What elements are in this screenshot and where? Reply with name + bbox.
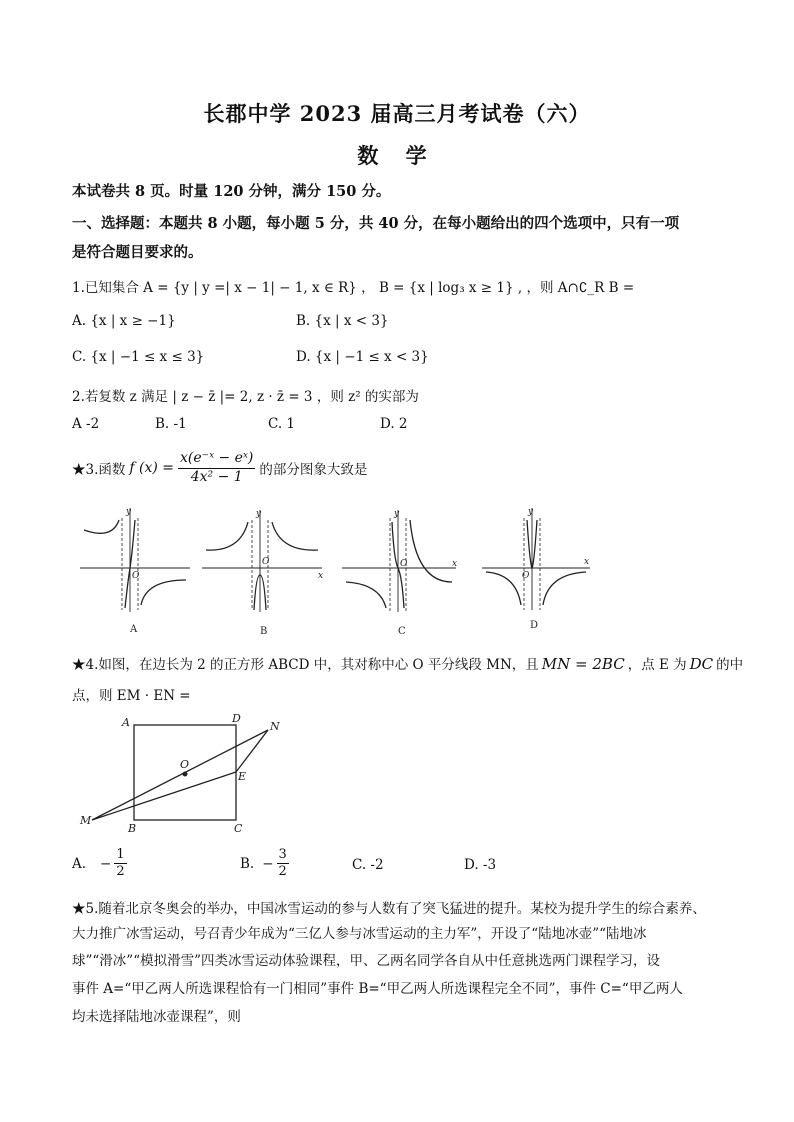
- q4-option-a-sign: −: [100, 855, 112, 872]
- q4-option-b-num: 3: [277, 847, 289, 864]
- q3-denominator: 4x² − 1: [190, 468, 243, 485]
- q4-option-b-sign: −: [262, 855, 274, 872]
- graph-c-origin-label: O: [400, 559, 408, 569]
- graph-a-origin-label: O: [132, 571, 140, 581]
- q4-option-a: [72, 847, 127, 881]
- graph-d-x-axis-label: x: [584, 557, 590, 567]
- graph-label-a: A: [130, 624, 138, 635]
- graph-c: [342, 510, 456, 612]
- q2-stem: 2.若复数 z 满足 | z − z̄ |= 2, z · z̄ = 3 ，则 z² 的实部为: [72, 389, 419, 405]
- q4-option-b-label: B.: [240, 855, 255, 872]
- q3-suffix: 的部分图象大致是: [259, 462, 368, 478]
- q2-option-c: C. 1: [268, 416, 296, 432]
- exam-info: 本试卷共 8 页。时量 120 分钟，满分 150 分。: [72, 183, 391, 200]
- point-d-label: D: [232, 712, 241, 725]
- q4-option-d: D. -3: [464, 857, 497, 873]
- q4-text-c: 的中: [716, 657, 744, 673]
- graph-b-y-axis-label: y: [256, 509, 262, 519]
- q4-stem-line1: [72, 653, 743, 673]
- q4-option-b-fraction: [277, 847, 289, 881]
- graph-d-y-axis-label: y: [528, 507, 534, 517]
- q1-option-c: C. {x | −1 ≤ x ≤ 3}: [72, 349, 205, 365]
- graph-a-y-axis-label: y: [126, 507, 132, 517]
- q5-line5: 均未选择陆地冰壶课程”，则: [72, 1009, 241, 1025]
- point-a-label: A: [122, 716, 130, 729]
- graph-b-x-axis-label: x: [318, 571, 324, 581]
- graph-a: [80, 508, 190, 612]
- point-o-label: O: [180, 758, 190, 771]
- q4-option-b-den: 2: [278, 864, 287, 880]
- point-c-label: C: [234, 822, 243, 835]
- q4-option-a-fraction: [114, 847, 126, 881]
- q5-line2: 大力推广冰雪运动，号召青少年成为“三亿人参与冰雪运动的主力军”，开设了“陆地冰壶”“陆地冰: [72, 926, 647, 942]
- point-m-label: M: [80, 814, 92, 827]
- page-title: 长郡中学 2023 届高三月考试卷（六）: [203, 101, 591, 126]
- graph-d-origin-label: O: [522, 571, 530, 581]
- q4-text-a: ★4.如图，在边长为 2 的正方形 ABCD 中，其对称中心 O 平分线段 MN，且: [72, 657, 539, 673]
- q4-stem-line2: 点，则 EM · EN =: [72, 688, 191, 704]
- graph-label-d: D: [530, 620, 539, 631]
- point-e-label: E: [238, 770, 247, 783]
- q3-fraction: [178, 450, 255, 486]
- q4-option-a-den: 2: [116, 864, 125, 880]
- subject-title: 数 学: [357, 143, 437, 168]
- q5-line3: 球”“滑冰”“模拟滑雪”四类冰雪运动体验课程，甲、乙两名同学各自从中任意挑选两门课程学习，设: [72, 953, 661, 969]
- point-b-label: B: [128, 822, 137, 835]
- q1-option-a: A. {x | x ≥ −1}: [72, 313, 176, 329]
- graph-label-b: B: [260, 626, 268, 637]
- q3-numerator: x(e⁻ˣ − eˣ): [178, 450, 255, 469]
- q5-line4: 事件 A=“甲乙两人所选课程恰有一门相同”事件 B=“甲乙两人所选课程完全不同”，事件 C=“甲乙两人: [72, 981, 683, 997]
- graph-c-x-axis-label: x: [452, 559, 458, 569]
- q3-function-name: f (x) =: [129, 460, 175, 476]
- q1-stem: 1.已知集合 A = {y | y =| x − 1| − 1, x ∈ R} ， B = {x | log₃ x ≥ 1} , ，则 A∩∁_R B =: [72, 280, 635, 296]
- q1-option-d: D. {x | −1 ≤ x < 3}: [296, 349, 429, 365]
- q2-option-b: B. -1: [155, 416, 187, 432]
- center-point-o: [183, 772, 188, 777]
- q3-graphs: [72, 500, 592, 640]
- graph-c-y-axis-label: y: [394, 509, 400, 519]
- graph-b-origin-label: O: [262, 557, 270, 567]
- section-heading-line1: 一、选择题：本题共 8 小题，每小题 5 分，共 40 分，在每小题给出的四个选项中，只有一项: [72, 215, 680, 232]
- q3-prefix: ★3.函数: [72, 462, 126, 478]
- q2-option-d: D. 2: [380, 416, 408, 432]
- q3-stem: [72, 450, 367, 486]
- q4-text-b: ，点 E 为: [627, 657, 687, 673]
- q4-math-mn: MN = 2BC: [541, 655, 625, 673]
- section-heading-line2: 是符合题目要求的。: [72, 244, 203, 261]
- q5-line1: ★5.随着北京冬奥会的举办，中国冰雪运动的参与人数有了突飞猛进的提升。某校为提升学生的综合素养、: [72, 901, 706, 917]
- q4-option-a-label: A.: [72, 855, 87, 872]
- q4-figure: [72, 712, 312, 842]
- q2-option-a: A -2: [72, 416, 100, 432]
- q4-option-a-num: 1: [114, 847, 126, 864]
- q4-option-c: C. -2: [352, 857, 384, 873]
- graph-label-c: C: [398, 626, 406, 637]
- q1-option-b: B. {x | x < 3}: [296, 313, 389, 329]
- graph-d: [482, 508, 590, 610]
- q4-option-b: [240, 847, 289, 881]
- q4-math-dc: DC: [689, 655, 714, 673]
- point-n-label: N: [270, 720, 280, 733]
